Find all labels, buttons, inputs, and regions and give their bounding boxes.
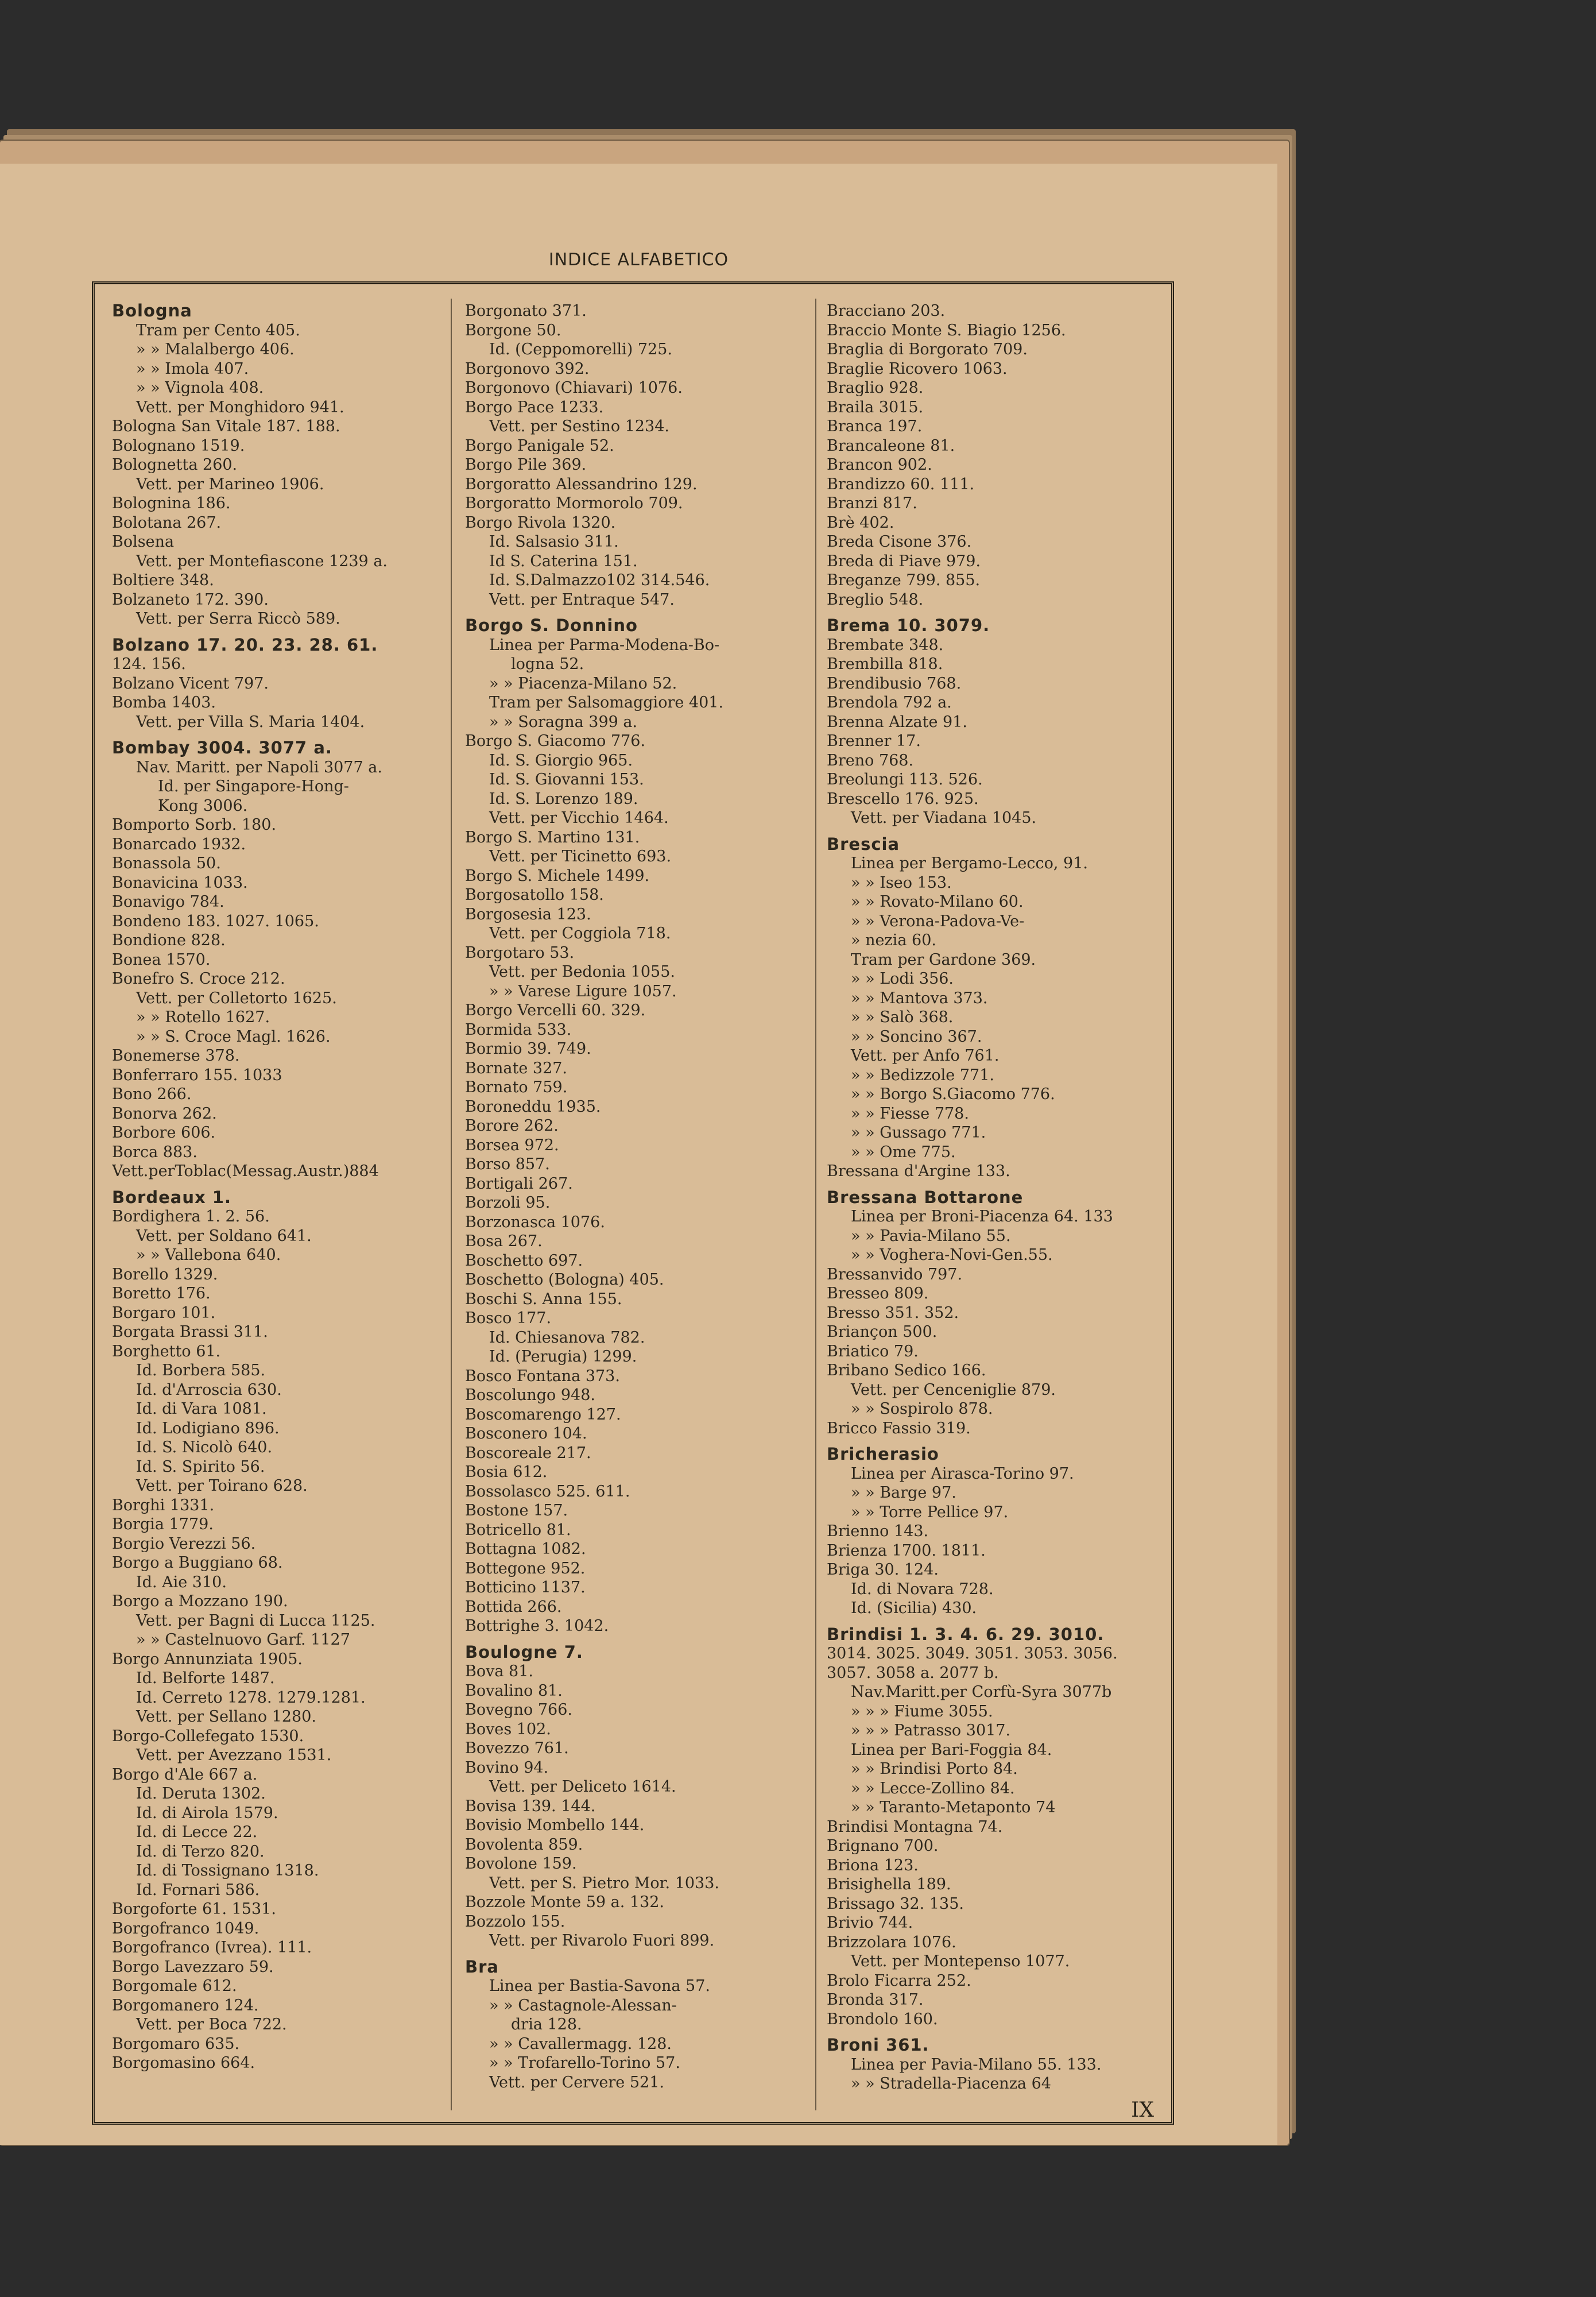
- index-entry: Breda Cisone 376.: [827, 533, 972, 551]
- index-entry: logna 52.: [511, 655, 584, 673]
- index-entry: Id. S.Dalmazzo102 314.546.: [489, 571, 710, 589]
- index-entry: Bosia 612.: [465, 1463, 548, 1481]
- index-entry: Bottagna 1082.: [465, 1540, 586, 1558]
- index-entry: Borgotaro 53.: [465, 943, 575, 962]
- index-entry: Bricco Fassio 319.: [827, 1419, 971, 1437]
- index-entry: Bormio 39. 749.: [465, 1040, 591, 1058]
- index-entry: Bolsena: [112, 533, 175, 551]
- index-entry: Id. S. Nicolò 640.: [136, 1438, 273, 1456]
- index-entry: Borgo Pace 1233.: [465, 398, 604, 416]
- index-entry: Bolotana 267.: [112, 513, 222, 532]
- index-entry: Bovegno 766.: [465, 1701, 572, 1719]
- index-entry: Bonarcado 1932.: [112, 835, 246, 853]
- index-entry: » » Soncino 367.: [851, 1027, 982, 1046]
- index-entry: Id. Lodigiano 896.: [136, 1419, 280, 1437]
- index-entry: » » Borgo S.Giacomo 776.: [851, 1085, 1055, 1103]
- index-entry: Brienno 143.: [827, 1522, 929, 1540]
- index-entry: » » Fiesse 778.: [851, 1104, 969, 1123]
- index-entry: Id. di Novara 728.: [851, 1580, 994, 1598]
- index-entry: Tram per Cento 405.: [136, 321, 300, 339]
- index-entry: Id. Chiesanova 782.: [489, 1328, 645, 1347]
- index-entry: Borso 857.: [465, 1155, 550, 1173]
- index-entry: Boschetto (Bologna) 405.: [465, 1271, 664, 1289]
- index-entry: Botricello 81.: [465, 1521, 571, 1539]
- index-entry: Borghetto 61.: [112, 1342, 221, 1360]
- index-entry: Vett. per Sellano 1280.: [136, 1708, 316, 1726]
- index-entry: Id. Deruta 1302.: [136, 1785, 266, 1803]
- index-entry: Vett. per Montepenso 1077.: [851, 1952, 1070, 1970]
- index-entry: Braccio Monte S. Biagio 1256.: [827, 321, 1066, 339]
- index-entry: Borgaro 101.: [112, 1304, 216, 1322]
- index-entry: Boltiere 348.: [112, 571, 214, 589]
- index-entry: Bresso 351. 352.: [827, 1304, 959, 1322]
- index-entry: Borgio Verezzi 56.: [112, 1534, 256, 1553]
- index-entry: Bovolone 159.: [465, 1855, 577, 1873]
- index-entry: » nezia 60.: [851, 931, 936, 949]
- index-entry: » » S. Croce Magl. 1626.: [136, 1027, 331, 1046]
- index-entry: Bozzolo 155.: [465, 1912, 565, 1931]
- index-entry: Brè 402.: [827, 513, 894, 532]
- index-entry: » » Vignola 408.: [136, 379, 264, 397]
- index-entry: » » Lodi 356.: [851, 970, 954, 988]
- index-entry: Breglio 548.: [827, 590, 924, 609]
- index-entry: » » Varese Ligure 1057.: [489, 982, 677, 1000]
- index-entry: Bonavicina 1033.: [112, 873, 248, 892]
- index-entry: Bomba 1403.: [112, 694, 216, 711]
- page-number: IX: [1131, 2098, 1154, 2122]
- index-entry: Borca 883.: [112, 1143, 197, 1161]
- index-entry: Bosconero 104.: [465, 1425, 587, 1443]
- index-entry: Borgoratto Mormorolo 709.: [465, 494, 683, 512]
- index-entry: Bovalino 81.: [465, 1681, 563, 1700]
- index-entry: Boretto 176.: [112, 1285, 211, 1302]
- index-entry: Boscolungo 948.: [465, 1386, 595, 1404]
- index-heading: Boulogne 7.: [465, 1642, 583, 1662]
- index-entry: Id. Salsasio 311.: [489, 533, 619, 551]
- index-entry: Borgia 1779.: [112, 1515, 214, 1533]
- running-header: INDICE ALFABETICO: [548, 250, 729, 270]
- index-entry: Botticino 1137.: [465, 1579, 586, 1596]
- index-entry: Brizzolara 1076.: [827, 1933, 956, 1951]
- index-entry: Bozzole Monte 59 a. 132.: [465, 1893, 665, 1911]
- index-entry: Bostone 157.: [465, 1502, 568, 1519]
- index-heading: Bricherasio: [827, 1444, 939, 1464]
- index-entry: Borgo a Buggiano 68.: [112, 1554, 283, 1572]
- index-entry: Vett. per Anfo 761.: [851, 1047, 1000, 1065]
- index-heading: Brescia: [827, 834, 900, 854]
- index-entry: Borgonovo 392.: [465, 359, 590, 378]
- index-entry: Boscoreale 217.: [465, 1444, 591, 1462]
- index-entry: Id. (Perugia) 1299.: [489, 1348, 637, 1366]
- index-entry: » » Brindisi Porto 84.: [851, 1760, 1018, 1778]
- index-entry: » » Malalbergo 406.: [136, 341, 295, 358]
- index-entry: Brandizzo 60. 111.: [827, 475, 975, 493]
- index-entry: Borgo Annunziata 1905.: [112, 1650, 303, 1668]
- index-entry: » » Castagnole-Alessan-: [489, 1996, 677, 2014]
- index-entry: dria 128.: [511, 2016, 582, 2033]
- index-entry: Brindisi Montagna 74.: [827, 1818, 1003, 1836]
- index-entry: Nav.Maritt.per Corfù-Syra 3077b: [851, 1683, 1112, 1701]
- index-entry: » » Rovato-Milano 60.: [851, 893, 1024, 911]
- index-entry: Brignano 700.: [827, 1837, 939, 1855]
- index-entry: Brienza 1700. 1811.: [827, 1541, 986, 1560]
- index-entry: » » Imola 407.: [136, 359, 249, 378]
- index-entry: Bonemerse 378.: [112, 1047, 240, 1065]
- column-divider: [815, 299, 816, 2110]
- index-entry: Bonferraro 155. 1033: [112, 1066, 282, 1084]
- index-entry: 124. 156.: [112, 655, 186, 673]
- index-entry: » » Sospirolo 878.: [851, 1400, 993, 1418]
- index-entry: Bossolasco 525. 611.: [465, 1482, 630, 1501]
- index-entry: Id. di Airola 1579.: [136, 1804, 278, 1822]
- index-entry: Id. d'Arroscia 630.: [136, 1380, 282, 1399]
- index-entry: Brenner 17.: [827, 732, 921, 750]
- index-entry: Bologna San Vitale 187. 188.: [112, 417, 340, 435]
- index-entry: Linea per Bari-Foggia 84.: [851, 1741, 1052, 1759]
- index-entry: Vett. per Marineo 1906.: [136, 475, 324, 493]
- index-entry: » » Rotello 1627.: [136, 1008, 270, 1026]
- index-entry: Vett. per Viadana 1045.: [851, 809, 1037, 827]
- index-column-2: [465, 301, 809, 2110]
- index-entry: Borgomaro 635.: [112, 2035, 240, 2053]
- index-entry: Id. S. Giorgio 965.: [489, 751, 633, 769]
- index-entry: Vett. per S. Pietro Mor. 1033.: [489, 1874, 719, 1892]
- index-entry: Borgomasino 664.: [112, 2054, 255, 2072]
- index-entry: Borgomale 612.: [112, 1977, 237, 1995]
- index-entry: » » Taranto-Metaponto 74: [851, 1799, 1056, 1816]
- index-entry: Borzonasca 1076.: [465, 1213, 605, 1231]
- index-entry: 3057. 3058 a. 2077 b.: [827, 1664, 999, 1682]
- index-entry: Bosco Fontana 373.: [465, 1367, 620, 1385]
- index-entry: Borgoforte 61. 1531.: [112, 1900, 276, 1918]
- index-entry: Vett. per Serra Riccò 589.: [136, 610, 340, 628]
- index-entry: » » Mantova 373.: [851, 989, 988, 1007]
- index-entry: Bovisa 139. 144.: [465, 1797, 596, 1815]
- index-entry: Brondolo 160.: [827, 2010, 938, 2028]
- index-entry: Boscomarengo 127.: [465, 1405, 621, 1424]
- index-entry: Breno 768.: [827, 751, 914, 769]
- index-entry: Vett. per Colletorto 1625.: [136, 989, 337, 1007]
- index-entry: Borello 1329.: [112, 1265, 218, 1283]
- index-entry: Vett. per Entraque 547.: [489, 590, 675, 609]
- index-entry: Id. Fornari 586.: [136, 1881, 260, 1899]
- index-entry: Id. Aie 310.: [136, 1573, 227, 1591]
- index-entry: Brembilla 818.: [827, 655, 943, 673]
- index-entry: Vett. per Ticinetto 693.: [489, 848, 672, 865]
- index-entry: » » Pavia-Milano 55.: [851, 1227, 1011, 1245]
- index-entry: Briatico 79.: [827, 1342, 919, 1360]
- index-entry: Id. Belforte 1487.: [136, 1669, 275, 1687]
- index-entry: Bronda 317.: [827, 1991, 924, 2009]
- index-entry: Bornate 327.: [465, 1059, 568, 1077]
- index-entry: » » Stradella-Piacenza 64: [851, 2075, 1051, 2093]
- index-entry: » » Gussago 771.: [851, 1124, 986, 1142]
- index-entry: Linea per Parma-Modena-Bo-: [489, 636, 720, 654]
- index-entry: Borgo Vercelli 60. 329.: [465, 1001, 646, 1019]
- index-entry: » » Soragna 399 a.: [489, 713, 638, 731]
- book-page: [0, 164, 1277, 2145]
- index-entry: Brancaleone 81.: [827, 436, 955, 455]
- index-entry: Id. S. Lorenzo 189.: [489, 790, 638, 808]
- index-entry: Borgo S. Martino 131.: [465, 828, 640, 846]
- index-entry: Id. di Tossignano 1318.: [136, 1862, 319, 1880]
- index-entry: Borgo Panigale 52.: [465, 436, 614, 455]
- index-entry: Id. S. Giovanni 153.: [489, 771, 644, 788]
- index-entry: » » » Fiume 3055.: [851, 1702, 993, 1720]
- index-entry: Bracciano 203.: [827, 302, 946, 320]
- index-entry: Bosa 267.: [465, 1232, 543, 1250]
- index-entry: Briga 30. 124.: [827, 1561, 939, 1579]
- index-entry: Bolzaneto 172. 390.: [112, 590, 269, 609]
- index-entry: Borbore 606.: [112, 1124, 216, 1142]
- index-column-1: [112, 301, 439, 2110]
- index-entry: » » Voghera-Novi-Gen.55.: [851, 1246, 1053, 1264]
- index-entry: Braglio 928.: [827, 379, 924, 397]
- index-entry: Briançon 500.: [827, 1323, 938, 1341]
- index-entry: Bottegone 952.: [465, 1559, 586, 1577]
- index-entry: Vett. per Toirano 628.: [136, 1477, 308, 1495]
- index-entry: Braila 3015.: [827, 398, 924, 416]
- column-divider: [451, 299, 452, 2110]
- index-entry: Bovolenta 859.: [465, 1835, 583, 1854]
- index-entry: Bribano Sedico 166.: [827, 1362, 986, 1379]
- index-entry: Id. di Lecce 22.: [136, 1823, 258, 1841]
- index-entry: Borgo a Mozzano 190.: [112, 1592, 288, 1610]
- index-entry: Id. (Ceppomorelli) 725.: [489, 341, 672, 358]
- index-entry: Bressanvido 797.: [827, 1265, 963, 1283]
- index-entry: Borore 262.: [465, 1117, 559, 1135]
- index-entry: Bottida 266.: [465, 1598, 562, 1616]
- index-entry: Borgosatollo 158.: [465, 886, 604, 904]
- index-entry: Borgofranco 1049.: [112, 1919, 259, 1938]
- index-entry: Bolognina 186.: [112, 494, 231, 512]
- index-heading: Brindisi 1. 3. 4. 6. 29. 3010.: [827, 1624, 1105, 1644]
- index-entry: Id. (Sicilia) 430.: [851, 1599, 977, 1617]
- index-entry: Bornato 759.: [465, 1078, 568, 1096]
- index-entry: Nav. Maritt. per Napoli 3077 a.: [136, 758, 382, 776]
- index-entry: Id. di Terzo 820.: [136, 1842, 265, 1861]
- index-entry: Bolognano 1519.: [112, 436, 245, 455]
- index-entry: Braglia di Borgorato 709.: [827, 341, 1028, 358]
- index-entry: Brancon 902.: [827, 456, 932, 474]
- index-entry: Borgo Rivola 1320.: [465, 513, 616, 532]
- index-entry: Vett. per Rivarolo Fuori 899.: [489, 1932, 715, 1950]
- index-entry: Vett. per Cervere 521.: [489, 2073, 664, 2091]
- index-entry: Borsea 972.: [465, 1136, 559, 1154]
- index-entry: Brendola 792 a.: [827, 694, 952, 711]
- index-entry: Vett. per Avezzano 1531.: [136, 1746, 332, 1764]
- index-entry: Kong 3006.: [158, 796, 248, 815]
- index-entry: Bonavigo 784.: [112, 893, 224, 911]
- index-entry: Borgonato 371.: [465, 302, 587, 320]
- index-entry: Vett. per Coggiola 718.: [489, 925, 671, 942]
- index-entry: Id. di Vara 1081.: [136, 1400, 267, 1418]
- index-entry: Brembate 348.: [827, 636, 944, 654]
- index-entry: » » Bedizzole 771.: [851, 1066, 994, 1084]
- index-heading: Bombay 3004. 3077 a.: [112, 738, 332, 757]
- index-entry: Boschi S. Anna 155.: [465, 1290, 622, 1308]
- index-entry: Vett. per Monghidoro 941.: [136, 398, 344, 416]
- index-entry: » » Piacenza-Milano 52.: [489, 674, 677, 693]
- index-entry: Borgata Brassi 311.: [112, 1323, 268, 1341]
- index-entry: Brendibusio 768.: [827, 674, 962, 693]
- index-entry: Bolzano Vicent 797.: [112, 674, 269, 693]
- index-entry: Breganze 799. 855.: [827, 571, 981, 589]
- index-entry: Id. Cerreto 1278. 1279.1281.: [136, 1688, 366, 1707]
- index-entry: Linea per Broni-Piacenza 64. 133: [851, 1208, 1113, 1225]
- index-entry: Brolo Ficarra 252.: [827, 1971, 971, 1990]
- index-entry: Vett. per Sestino 1234.: [489, 417, 669, 435]
- index-entry: Bomporto Sorb. 180.: [112, 816, 277, 834]
- index-entry: Vett. per Deliceto 1614.: [489, 1778, 676, 1796]
- index-entry: Linea per Bastia-Savona 57.: [489, 1977, 710, 1995]
- index-entry: » » Castelnuovo Garf. 1127: [136, 1631, 350, 1649]
- index-column-3: [827, 301, 1171, 2110]
- index-entry: Bondione 828.: [112, 931, 226, 949]
- index-entry: Vett. per Bagni di Lucca 1125.: [136, 1611, 375, 1630]
- index-entry: Vett. per Boca 722.: [136, 2016, 287, 2033]
- index-entry: Vett. per Cenceniglie 879.: [851, 1380, 1056, 1399]
- index-entry: Bonorva 262.: [112, 1104, 217, 1123]
- index-heading: Bolzano 17. 20. 23. 28. 61.: [112, 635, 378, 655]
- index-entry: Borgo Lavezzaro 59.: [112, 1958, 274, 1976]
- index-entry: Borgofranco (Ivrea). 111.: [112, 1939, 312, 1956]
- index-heading: Bra: [465, 1956, 499, 1977]
- index-entry: Bortigali 267.: [465, 1174, 573, 1193]
- index-entry: Linea per Pavia-Milano 55. 133.: [851, 2055, 1102, 2074]
- index-entry: » » Salò 368.: [851, 1008, 954, 1026]
- index-entry: » » Ome 775.: [851, 1143, 956, 1161]
- index-entry: Bova 81.: [465, 1662, 533, 1680]
- index-entry: Borgonovo (Chiavari) 1076.: [465, 379, 683, 397]
- index-entry: Breolungi 113. 526.: [827, 771, 983, 788]
- index-entry: Linea per Bergamo-Lecco, 91.: [851, 854, 1088, 872]
- index-entry: Borgo S. Michele 1499.: [465, 867, 650, 885]
- index-heading: Bologna: [112, 301, 192, 320]
- index-entry: Id S. Caterina 151.: [489, 552, 638, 570]
- index-entry: Tram per Gardone 369.: [851, 950, 1036, 969]
- index-entry: Borgo Pile 369.: [465, 456, 587, 474]
- index-entry: Borgoratto Alessandrino 129.: [465, 475, 698, 493]
- index-entry: Branzi 817.: [827, 494, 917, 512]
- index-heading: Borgo S. Donnino: [465, 616, 638, 635]
- index-entry: Boroneddu 1935.: [465, 1097, 601, 1116]
- index-entry: » » Verona-Padova-Ve-: [851, 912, 1025, 930]
- index-entry: Bovino 94.: [465, 1758, 549, 1777]
- index-entry: Vett. per Villa S. Maria 1404.: [136, 713, 365, 731]
- index-entry: 3014. 3025. 3049. 3051. 3053. 3056.: [827, 1645, 1118, 1662]
- index-entry: Borghi 1331.: [112, 1496, 215, 1514]
- index-entry: Bono 266.: [112, 1085, 192, 1103]
- index-entry: Vett. per Vicchio 1464.: [489, 809, 669, 827]
- index-entry: Borgone 50.: [465, 321, 561, 339]
- index-heading: Bressana Bottarone: [827, 1187, 1024, 1207]
- index-entry: Briona 123.: [827, 1856, 919, 1874]
- index-entry: Tram per Salsomaggiore 401.: [489, 694, 724, 711]
- index-entry: » » Vallebona 640.: [136, 1246, 281, 1264]
- index-entry: Vett.perToblac(Messag.Austr.)884: [112, 1162, 379, 1180]
- index-entry: » » Lecce-Zollino 84.: [851, 1779, 1015, 1797]
- index-entry: Boschetto 697.: [465, 1251, 583, 1270]
- index-entry: Brisighella 189.: [827, 1876, 951, 1893]
- index-entry: » » Torre Pellice 97.: [851, 1503, 1009, 1521]
- index-entry: Boves 102.: [465, 1720, 551, 1738]
- index-entry: Id. Borbera 585.: [136, 1362, 266, 1379]
- index-heading: Brema 10. 3079.: [827, 616, 990, 635]
- index-entry: » » Iseo 153.: [851, 873, 952, 892]
- index-heading: Bordeaux 1.: [112, 1187, 231, 1207]
- index-entry: Branca 197.: [827, 417, 923, 435]
- index-entry: Bondeno 183. 1027. 1065.: [112, 912, 319, 930]
- index-entry: Brenna Alzate 91.: [827, 713, 967, 731]
- index-entry: Bressana d'Argine 133.: [827, 1162, 1010, 1180]
- index-entry: Bosco 177.: [465, 1309, 552, 1327]
- index-entry: Borgo d'Ale 667 a.: [112, 1765, 258, 1784]
- index-entry: Bovisio Mombello 144.: [465, 1816, 645, 1834]
- index-entry: Brivio 744.: [827, 1914, 913, 1932]
- index-entry: Bonefro S. Croce 212.: [112, 970, 285, 988]
- index-entry: » » Trofarello-Torino 57.: [489, 2054, 680, 2072]
- index-entry: Bottrighe 3. 1042.: [465, 1617, 609, 1635]
- index-frame: [92, 281, 1174, 2125]
- index-entry: » » Cavallermagg. 128.: [489, 2035, 672, 2053]
- index-entry: Bonassola 50.: [112, 854, 221, 872]
- index-entry: Bolognetta 260.: [112, 456, 238, 474]
- index-entry: Id. S. Spirito 56.: [136, 1457, 265, 1476]
- index-entry: » » Barge 97.: [851, 1484, 956, 1502]
- index-entry: Bovezzo 761.: [465, 1739, 569, 1757]
- index-entry: » » » Patrasso 3017.: [851, 1722, 1011, 1739]
- index-entry: Id. per Singapore-Hong-: [158, 778, 349, 795]
- index-entry: Borgo-Collefegato 1530.: [112, 1727, 304, 1745]
- index-entry: Bormida 533.: [465, 1020, 572, 1039]
- index-entry: Vett. per Soldano 641.: [136, 1227, 312, 1245]
- index-entry: Braglie Ricovero 1063.: [827, 359, 1008, 378]
- index-entry: Bresseo 809.: [827, 1285, 929, 1302]
- index-entry: Borgo S. Giacomo 776.: [465, 732, 646, 750]
- index-heading: Broni 361.: [827, 2035, 929, 2055]
- index-entry: Borgosesia 123.: [465, 905, 591, 923]
- index-entry: Brescello 176. 925.: [827, 790, 979, 808]
- index-entry: Vett. per Montefiascone 1239 a.: [136, 552, 388, 570]
- index-entry: Brissago 32. 135.: [827, 1894, 964, 1913]
- index-entry: Borgomanero 124.: [112, 1996, 259, 2014]
- index-entry: Vett. per Bedonia 1055.: [489, 963, 675, 981]
- index-entry: Bonea 1570.: [112, 950, 211, 969]
- index-entry: Borzoli 95.: [465, 1194, 551, 1212]
- index-entry: Bordighera 1. 2. 56.: [112, 1208, 270, 1225]
- index-entry: Linea per Airasca-Torino 97.: [851, 1464, 1074, 1483]
- index-entry: Breda di Piave 979.: [827, 552, 981, 570]
